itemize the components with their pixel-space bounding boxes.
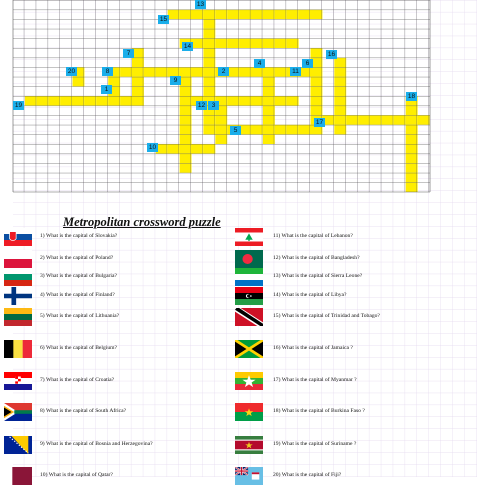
clue-text: 8) What is the capital of South Africa? xyxy=(40,408,127,414)
clue-text: 1) What is the capital of Slovakia? xyxy=(40,233,118,239)
flag-lithuania-icon xyxy=(4,308,32,326)
flag-suriname-icon xyxy=(235,436,263,454)
clue-number-13: 13 xyxy=(196,1,205,8)
clue-number-5: 5 xyxy=(230,126,241,135)
clue-text: 9) What is the capital of Bosnia and Herzegovina? xyxy=(40,441,153,447)
flag-myanmar-icon xyxy=(235,372,263,390)
flag-belgium-icon xyxy=(4,340,32,358)
clue-number-12: 12 xyxy=(197,102,206,109)
flag-finland-icon xyxy=(4,287,32,305)
clue-text: 20) What is the capital of Fiji? xyxy=(273,472,342,478)
clue-text: 10) What is the capital of Qatar? xyxy=(40,472,113,478)
clue-number-20: 20 xyxy=(67,68,76,75)
clue-number-17: 17 xyxy=(315,119,324,126)
clue-text: 11) What is the capital of Lebanon? xyxy=(273,233,353,239)
clue-number-14: 14 xyxy=(183,43,192,50)
clue-number-9: 9 xyxy=(170,76,181,85)
clue-number-15: 15 xyxy=(159,16,168,23)
clue-text: 13) What is the capital of Sierra Leone? xyxy=(273,273,363,279)
flag-south-africa-icon xyxy=(4,403,32,421)
flag-slovakia-icon xyxy=(4,228,32,246)
clue-text: 17) What is the capital of Myanmar ? xyxy=(273,377,357,383)
clue-number-7: 7 xyxy=(123,49,134,58)
clue-text: 19) What is the capital of Suriname ? xyxy=(273,441,357,447)
flag-poland-icon xyxy=(4,250,32,268)
clue-number-8: 8 xyxy=(102,67,113,76)
flag-qatar-icon xyxy=(4,467,32,485)
flag-jamaica-icon xyxy=(235,340,263,358)
flag-trinidad-icon xyxy=(235,308,263,326)
clue-text: 12) What is the capital of Bangladesh? xyxy=(273,255,360,261)
flag-libya-icon xyxy=(235,287,263,305)
clue-number-1: 1 xyxy=(101,85,112,94)
flag-croatia-icon xyxy=(4,372,32,390)
clue-number-10: 10 xyxy=(148,144,157,151)
clue-number-3: 3 xyxy=(208,101,219,110)
flag-bangladesh-icon xyxy=(235,250,263,268)
puzzle-title: Metropolitan crossword puzzle xyxy=(63,215,221,229)
clue-text: 7) What is the capital of Croatia? xyxy=(40,377,115,383)
clue-number-6: 6 xyxy=(302,59,313,68)
clue-text: 2) What is the capital of Poland? xyxy=(40,255,114,261)
clue-text: 14) What is the capital of Libya? xyxy=(273,292,347,298)
clue-text: 6) What is the capital of Belgium? xyxy=(40,345,117,351)
clue-text: 4) What is the capital of Finland? xyxy=(40,292,115,298)
flag-bulgaria-icon xyxy=(4,268,32,286)
clue-text: 5) What is the capital of Lithuania? xyxy=(40,313,120,319)
clue-text: 18) What is the capital of Burkina Faso ? xyxy=(273,408,365,414)
clue-text: 16) What is the capital of Jamaica ? xyxy=(273,345,353,351)
flag-bosnia-icon xyxy=(4,436,32,454)
clue-text: 15) What is the capital of Trinidad and Tobago? xyxy=(273,313,380,319)
clue-number-2: 2 xyxy=(218,67,229,76)
clue-number-18: 18 xyxy=(407,93,416,100)
clue-number-16: 16 xyxy=(327,51,336,58)
clue-number-4: 4 xyxy=(254,59,265,68)
clue-text: 3) What is the capital of Bulgaria? xyxy=(40,273,117,279)
flag-burkina-faso-icon xyxy=(235,403,263,421)
flag-lebanon-icon xyxy=(235,228,263,246)
clue-number-19: 19 xyxy=(14,102,23,109)
clue-number-11: 11 xyxy=(290,67,301,76)
flag-sierra-leone-icon xyxy=(235,268,263,286)
flag-fiji-icon xyxy=(235,467,263,485)
